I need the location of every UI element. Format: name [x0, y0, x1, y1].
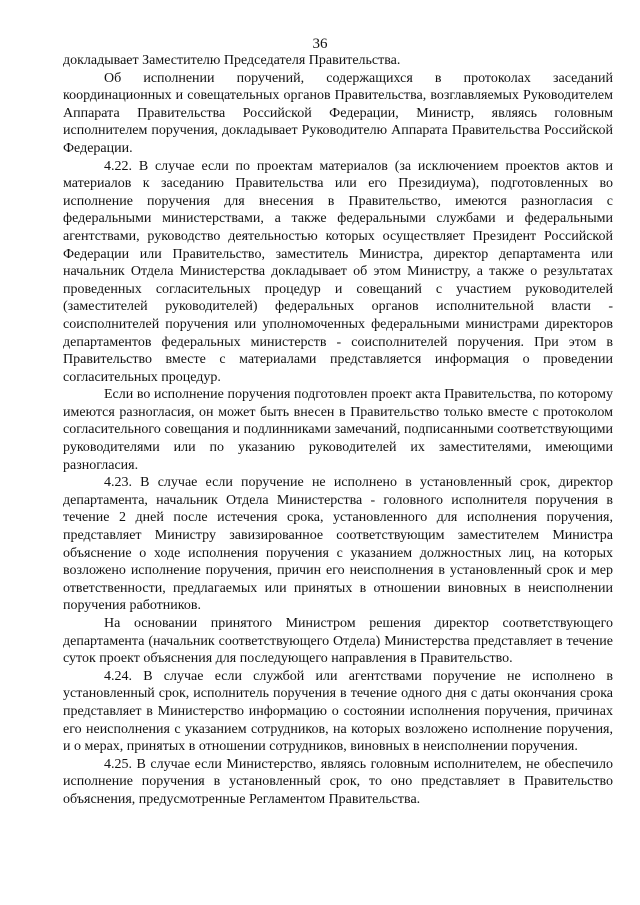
- document-body: [63, 52, 613, 809]
- paragraph-4-23: 4.23. В случае если поручение не исполнено в установленный срок, директор департамента, начальник Отдела Министерства - головного исполнителя поручения в течение 2 дней после истечения срока, установленного для исполнения поручения, представляет Министру завизированное соответствующим заместителем Министра объяснение о ходе исполнения поручения с указанием должностных лиц, на которых возложено исполнение поручения, причин его неисполнения в установленный срок и мер ответственности, предлагаемых или принятых в отношении виновных в неисполнении поручения работников.: [63, 475, 613, 614]
- paragraph-4-22: 4.22. В случае если по проектам материалов (за исключением проектов актов и материалов к заседанию Правительства или его Президиума), подготовленных во исполнение поручения для внесения в Правительство, имеются разногласия с федеральными министерствами, а также федеральными службами и федеральными агентствами, руководство деятельностью которых осуществляет Президент Российской Федерации или Правительство, заместитель Министра, директор департамента или начальник Отдела Министерства докладывает об этом Министру, а также о результатах проведенных согласительных процедур и совещаний с участием руководителей (заместителей руководителей) федеральных органов исполнительной власти - соисполнителей поручения или уполномоченных федеральными министрами директоров департаментов федеральных министерств - соисполнителей поручения. При этом в Правительство вместе с материалами представляется информация о проведении согласительных процедур.: [63, 158, 613, 385]
- paragraph-4-24: 4.24. В случае если службой или агентствами поручение не исполнено в установленный срок, исполнитель поручения в течение одного дня с даты окончания срока представляет в Министерство информацию о состоянии исполнения поручения, причинах его неисполнения с указанием сотрудников, на которых возложено исполнение поручения, и о мерах, принятых в отношении сотрудников, виновных в неисполнении поручения.: [63, 668, 613, 755]
- paragraph-disagreements-act: Если во исполнение поручения подготовлен проект акта Правительства, по которому имеются разногласия, он может быть внесен в Правительство только вместе с протоколом согласительного совещания и подлинниками замечаний, подписанными соответствующими руководителями или по указанию руководителей их заместителями, имеющими разногласия.: [63, 387, 613, 473]
- page-number: 36: [312, 36, 328, 52]
- paragraph-4-25: 4.25. В случае если Министерство, являясь головным исполнителем, не обеспечило исполнение поручения в установленный срок, то оно представляет в Правительство объяснения, предусмотренные Регламентом Правительства.: [63, 756, 613, 807]
- paragraph-continuation: докладывает Заместителю Председателя Правительства.: [63, 53, 401, 68]
- paragraph-coordination-bodies: Об исполнении поручений, содержащихся в протоколах заседаний координационных и совещательных органов Правительства, возглавляемых Руководителем Аппарата Правительства Российской Федерации, Министр, являясь головным исполнителем поручения, докладывает Руководителю Аппарата Правительства Российской Федерации.: [63, 70, 613, 156]
- paragraph-minister-decision: На основании принятого Министром решения директор соответствующего департамента (начальник соответствующего Отдела) Министерства представляет в течение суток проект объяснения для последующего направления в Правительство.: [63, 616, 613, 667]
